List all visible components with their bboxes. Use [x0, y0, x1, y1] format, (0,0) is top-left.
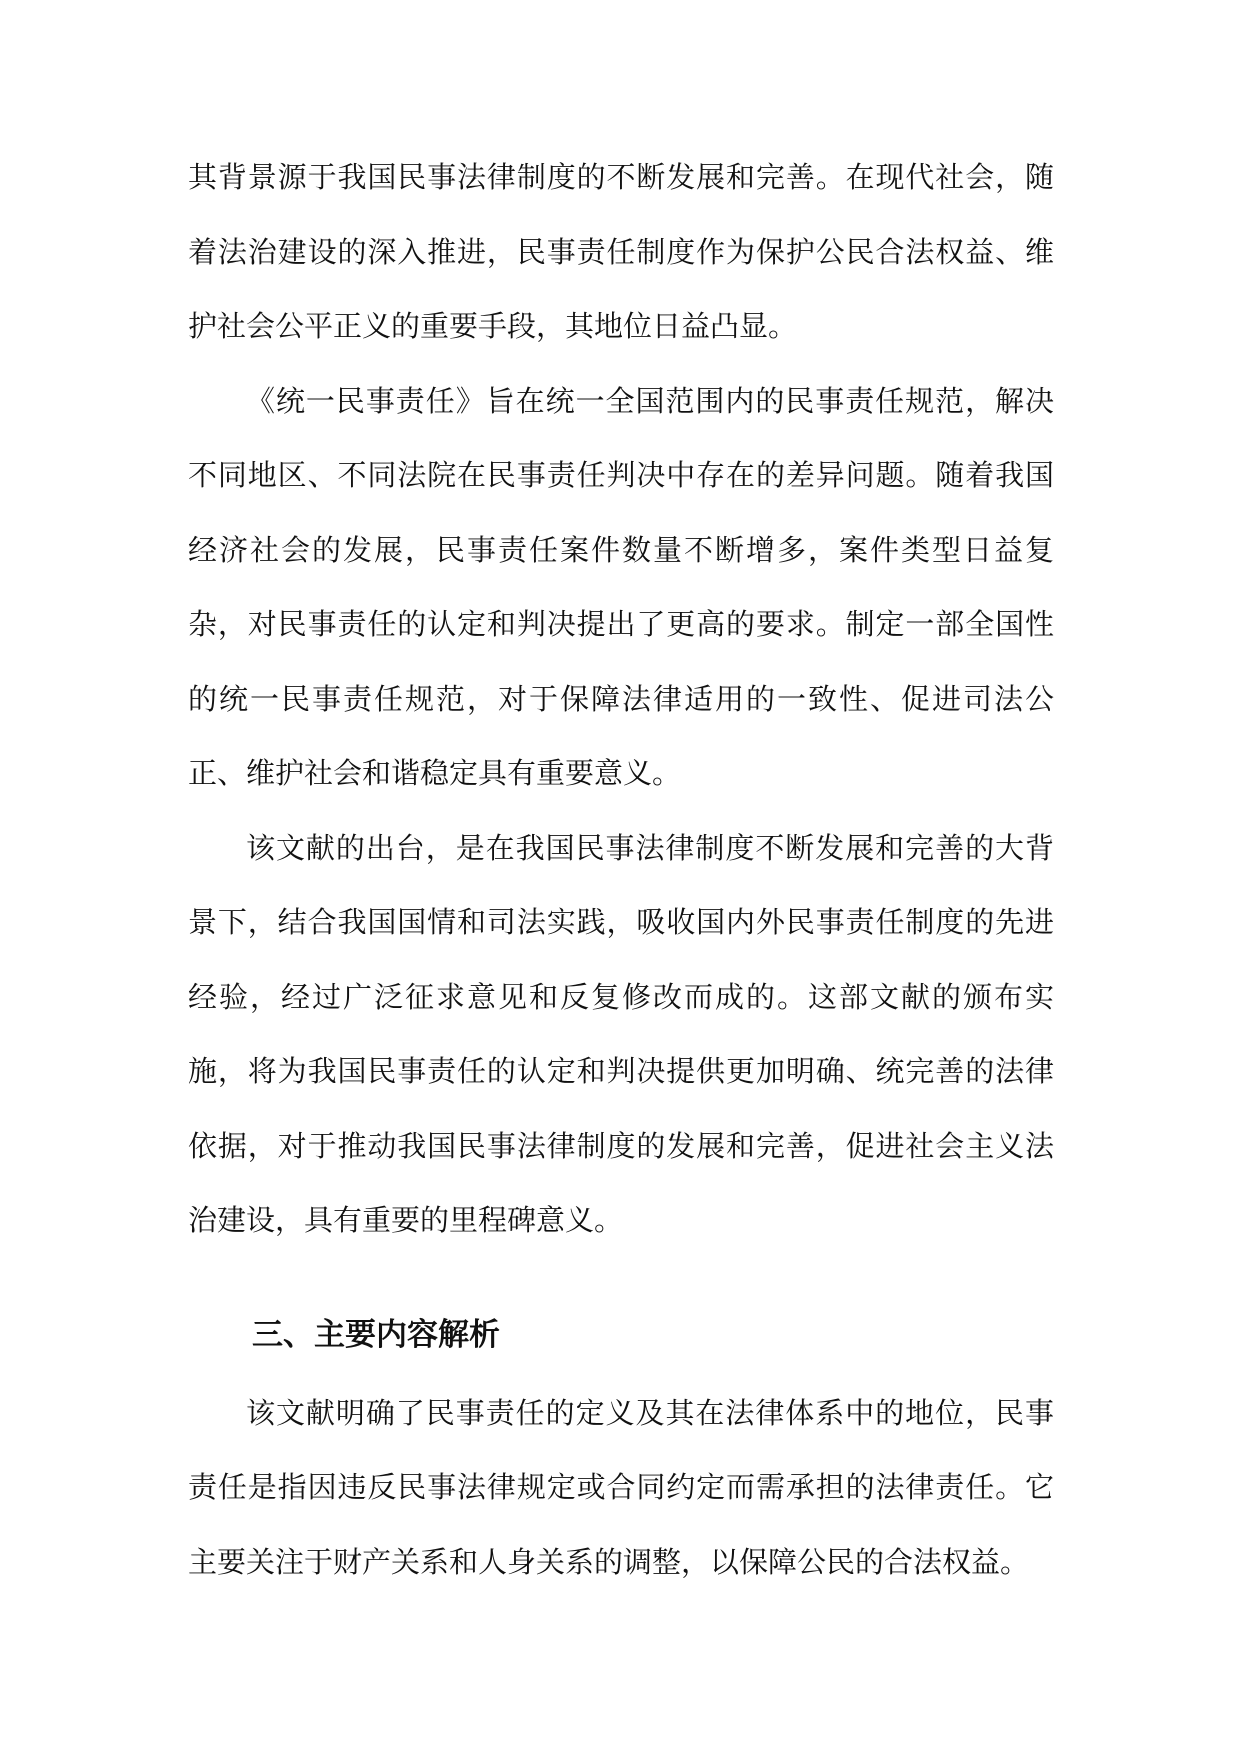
- section-heading-main-content-analysis: 三、主要内容解析: [252, 1316, 500, 1353]
- paragraph-unified-civil-liability-purpose: 《统一民事责任》旨在统一全国范围内的民事责任规范，解决不同地区、不同法院在民事责任判决中存在的差异问题。随着我国经济社会的发展，民事责任案件数量不断增多，案件类型日益复杂，对民事责任的认定和判决提出了更高的要求。制定一部全国性的统一民事责任规范，对于保障法律适用的一致性、促进司法公正、维护社会和谐稳定具有重要意义。: [188, 383, 1054, 790]
- paragraph-background-origin: 其背景源于我国民事法律制度的不断发展和完善。在现代社会，随着法治建设的深入推进，民事责任制度作为保护公民合法权益、维护社会公平正义的重要手段，其地位日益凸显。: [188, 160, 1054, 343]
- document-body: [188, 140, 1054, 1599]
- paragraph-civil-liability-definition: 该文献明确了民事责任的定义及其在法律体系中的地位，民事责任是指因违反民事法律规定或合同约定而需承担的法律责任。它主要关注于财产关系和人身关系的调整，以保障公民的合法权益。: [188, 1395, 1054, 1579]
- paragraph-document-issuance-significance: 该文献的出台，是在我国民事法律制度不断发展和完善的大背景下，结合我国国情和司法实践，吸收国内外民事责任制度的先进经验，经过广泛征求意见和反复修改而成的。这部文献的颁布实施，将为我国民事责任的认定和判决提供更加明确、统完善的法律依据，对于推动我国民事法律制度的发展和完善，促进社会主义法治建设，具有重要的里程碑意义。: [188, 830, 1054, 1237]
